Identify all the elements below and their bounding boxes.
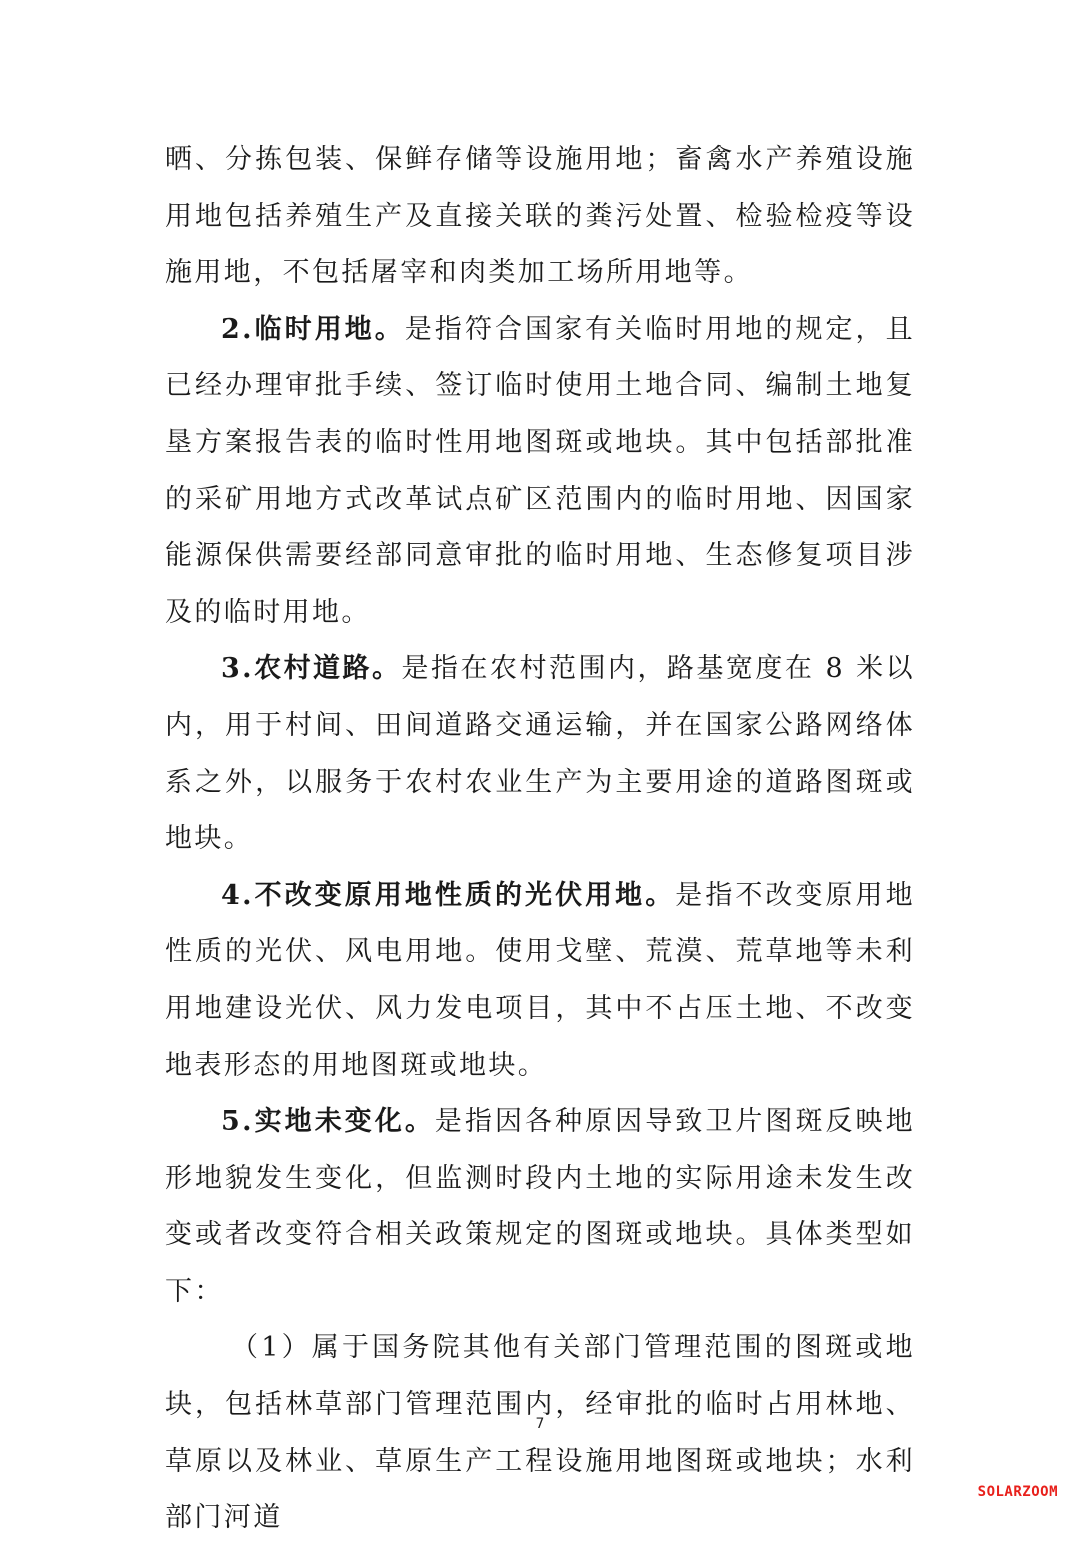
paragraph-continuation [165, 132, 915, 302]
paragraph-text: 是指因各种原因导致卫片图斑反映地形地貌发生变化，但监测时段内土地的实际用途未发生改变或者改变符合相关政策规定的图斑或地块。具体类型如下： [165, 1106, 915, 1307]
paragraph-list-item-1 [165, 1320, 915, 1546]
section-heading: 5.实地未变化。 [221, 1106, 435, 1138]
section-heading: 2.临时用地。 [221, 313, 405, 345]
paragraph-text: （1）属于国务院其他有关部门管理范围的图斑或地块，包括林草部门管理范围内，经审批的临时占用林地、草原以及林业、草原生产工程设施用地图斑或地块；水利部门河道 [165, 1332, 915, 1534]
paragraph-text: 是指符合国家有关临时用地的规定，且已经办理审批手续、签订临时使用土地合同、编制土地复垦方案报告表的临时性用地图斑或地块。其中包括部批准的采矿用地方式改革试点矿区范围内的临时用地、因国家能源保供需要经部同意审批的临时用地、生态修复项目涉及的临时用地。 [165, 313, 915, 628]
paragraph-rural-roads [165, 641, 915, 867]
section-heading: 3.农村道路。 [221, 653, 402, 685]
watermark-logo: SOLARZOOM [977, 1484, 1058, 1500]
paragraph-temporary-land [165, 302, 915, 642]
paragraph-text: 是指不改变原用地性质的光伏、风电用地。使用戈壁、荒漠、荒草地等未利用地建设光伏、风力发电项目，其中不占压土地、不改变地表形态的用地图斑或地块。 [165, 879, 916, 1081]
paragraph-text: 是指在农村范围内，路基宽度在 8 米以内，用于村间、田间道路交通运输，并在国家公路网络体系之外，以服务于农村农业生产为主要用途的道路图斑或地块。 [165, 653, 915, 855]
paragraph-pv-land [165, 868, 915, 1094]
section-heading: 4.不改变原用地性质的光伏用地。 [221, 879, 676, 911]
page-number: 7 [535, 1416, 545, 1432]
document-body [165, 132, 915, 1547]
paragraph-unchanged-field [165, 1094, 915, 1320]
paragraph-text: 晒、分拣包装、保鲜存储等设施用地；畜禽水产养殖设施用地包括养殖生产及直接关联的粪污处置、检验检疫等设施用地，不包括屠宰和肉类加工场所用地等。 [165, 144, 915, 289]
